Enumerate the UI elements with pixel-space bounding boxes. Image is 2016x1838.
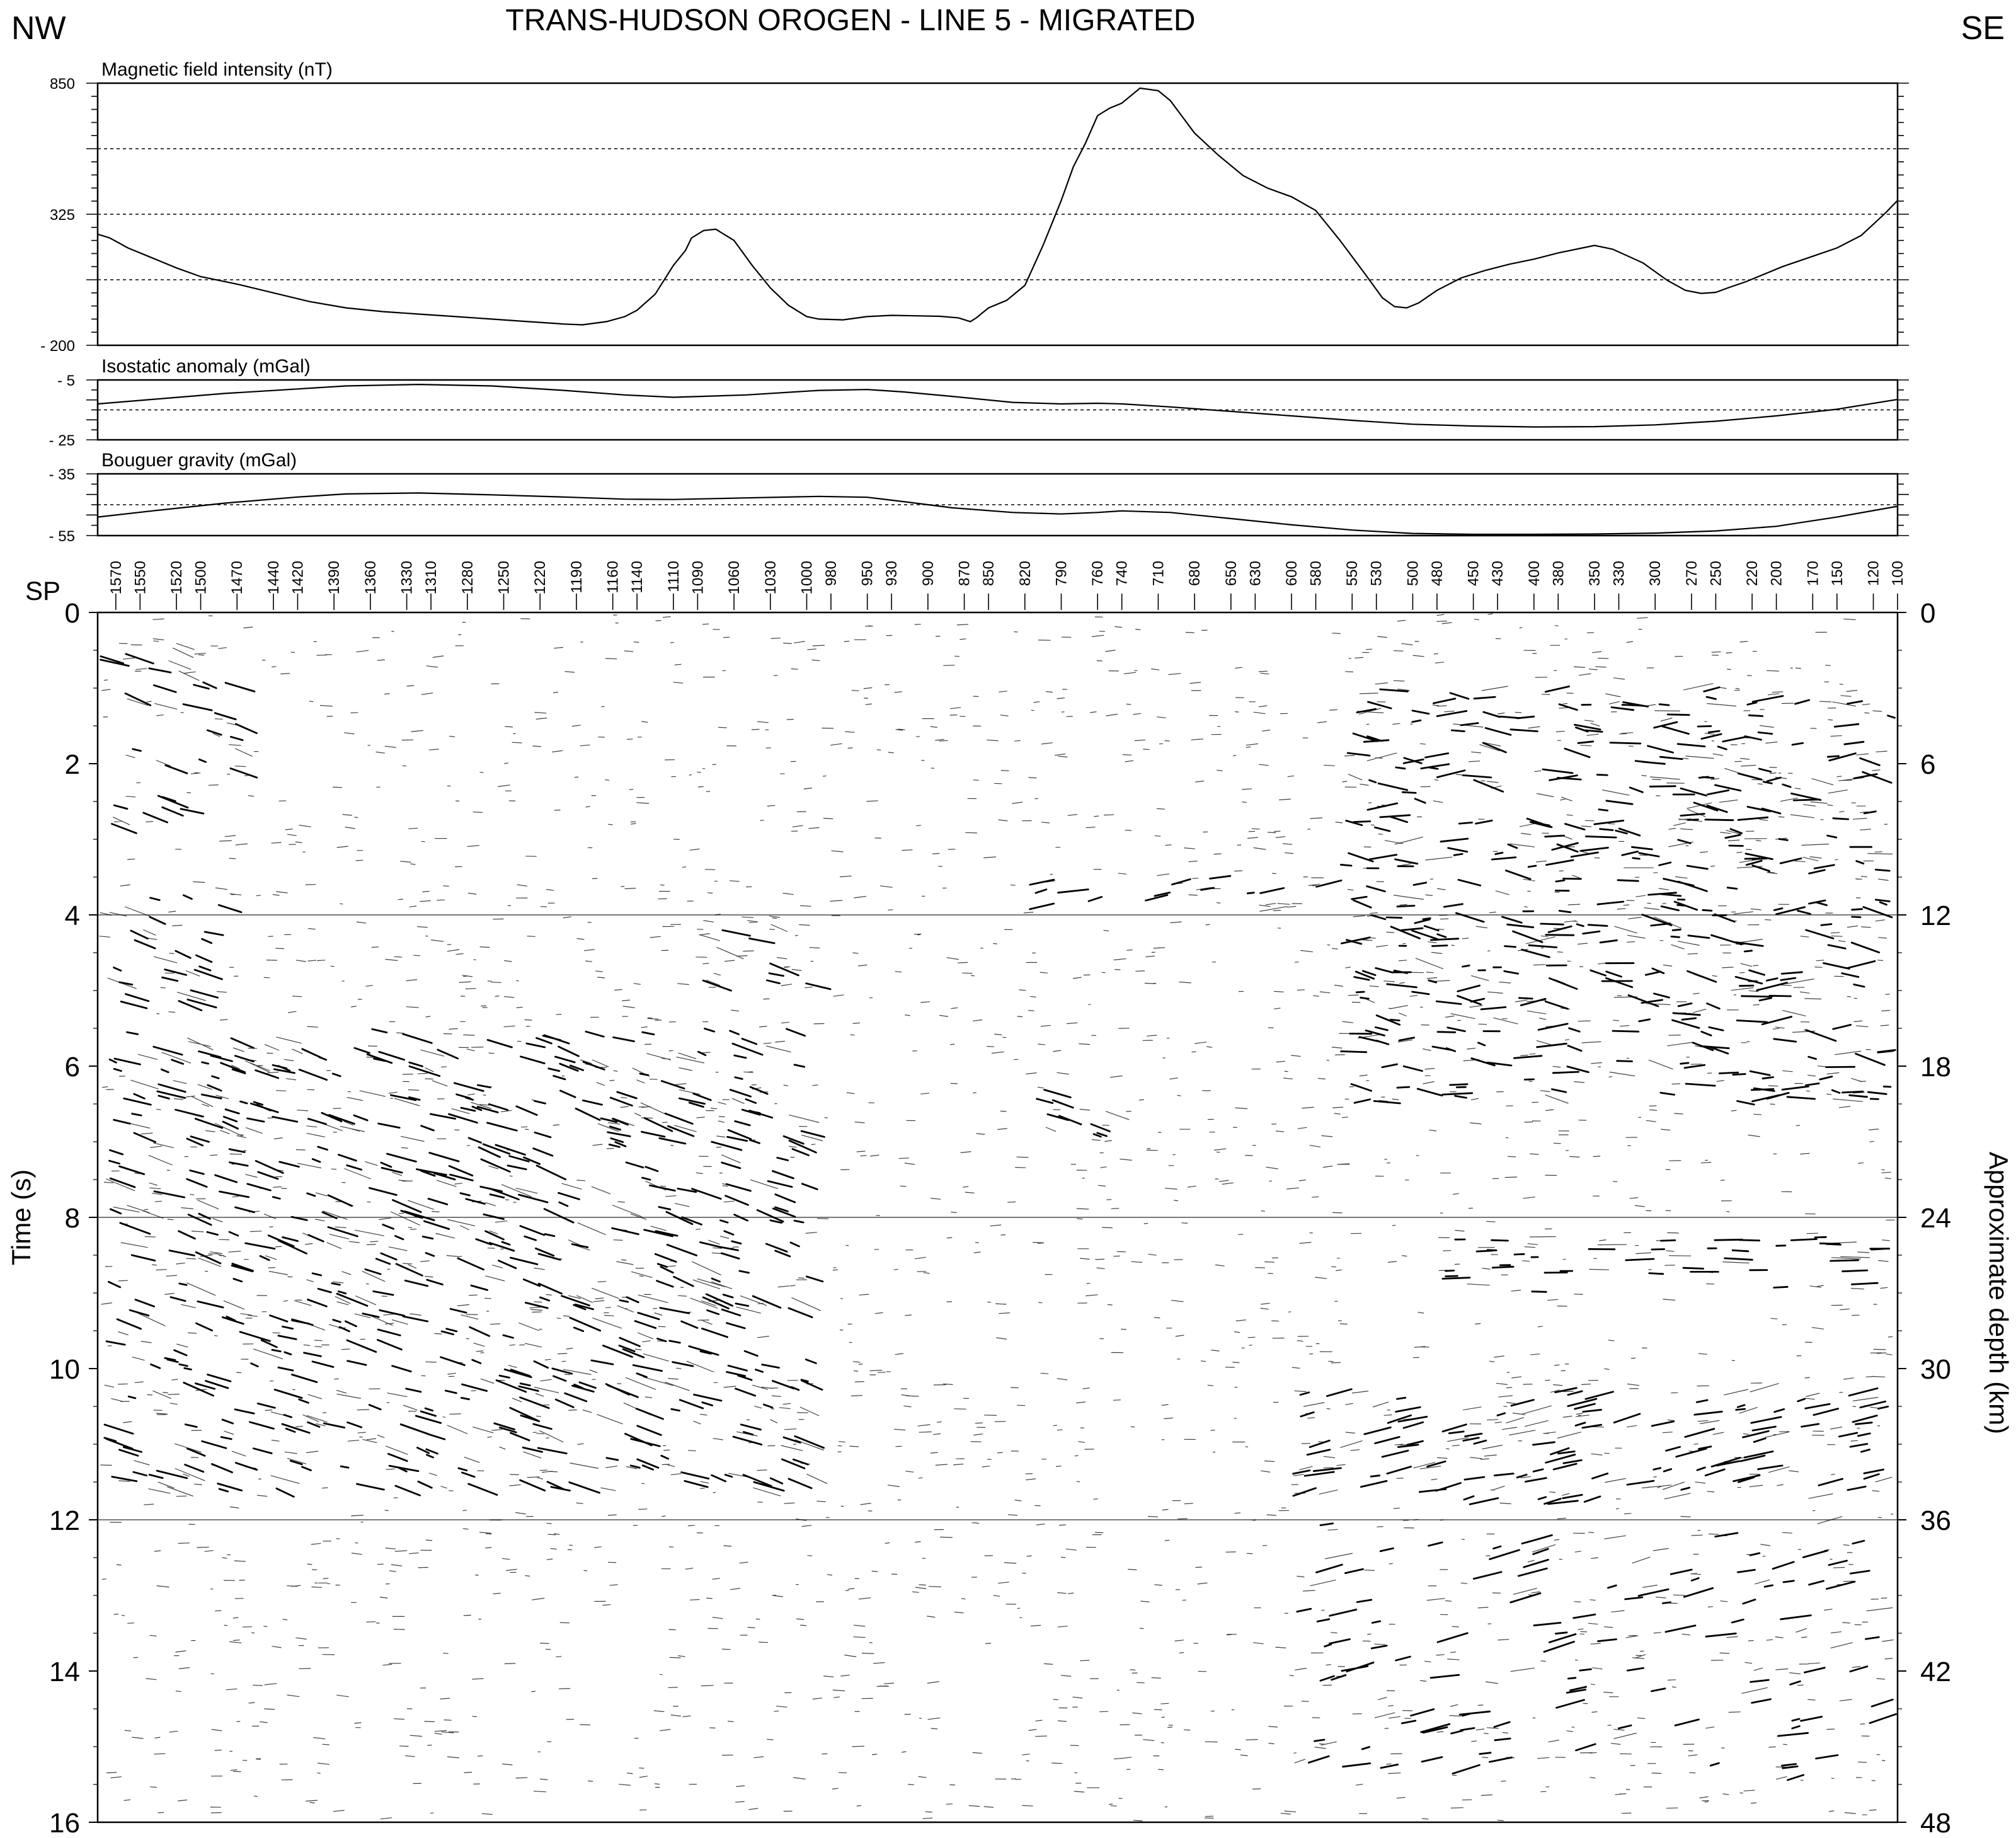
shotpoint-tick-label: 1390 bbox=[326, 561, 343, 595]
depth-axis-label: Approximate depth (km) bbox=[1984, 1151, 2013, 1435]
shotpoint-tick-label: 220 bbox=[1744, 561, 1761, 587]
shotpoint-tick-label: 740 bbox=[1113, 561, 1131, 587]
magnetic-ytick-label: 850 bbox=[49, 76, 75, 93]
shotpoint-tick-label: 1550 bbox=[132, 561, 149, 595]
shotpoint-tick-label: 930 bbox=[883, 561, 901, 587]
isostatic-curve bbox=[98, 384, 1898, 427]
shotpoint-tick-label: 1310 bbox=[423, 561, 440, 595]
shotpoint-tick-label: 430 bbox=[1489, 561, 1507, 587]
shotpoint-tick-label: 900 bbox=[919, 561, 937, 587]
shotpoint-tick-label: 150 bbox=[1828, 561, 1846, 587]
magnetic-ytick-label: - 200 bbox=[40, 338, 75, 355]
isostatic-ytick-label: - 5 bbox=[57, 372, 75, 389]
time-tick-label: 8 bbox=[64, 1203, 80, 1234]
shotpoint-label: SP bbox=[25, 576, 61, 606]
shotpoint-tick-label: 600 bbox=[1283, 561, 1301, 587]
shotpoint-tick-label: 1500 bbox=[192, 561, 210, 595]
shotpoint-tick-label: 650 bbox=[1222, 561, 1240, 587]
shotpoint-tick-label: 760 bbox=[1089, 561, 1107, 587]
shotpoint-tick-label: 120 bbox=[1865, 561, 1882, 587]
shotpoint-axis bbox=[108, 561, 1906, 610]
time-tick-label: 14 bbox=[49, 1657, 80, 1687]
magnetic-ytick-label: 325 bbox=[49, 207, 75, 224]
shotpoint-tick-label: 1190 bbox=[568, 561, 585, 594]
shotpoint-tick-label: 1360 bbox=[362, 561, 379, 595]
shotpoint-tick-label: 680 bbox=[1186, 561, 1204, 587]
magnetic-panel bbox=[40, 59, 1909, 355]
bouguer-title: Bouguer gravity (mGal) bbox=[101, 450, 297, 471]
seismic-section bbox=[6, 598, 2013, 1835]
shotpoint-tick-label: 1330 bbox=[398, 561, 416, 595]
isostatic-title: Isostatic anomaly (mGal) bbox=[101, 356, 311, 377]
depth-tick-label: 24 bbox=[1920, 1203, 1951, 1234]
isostatic-ytick-label: - 25 bbox=[49, 432, 75, 449]
shotpoint-tick-label: 500 bbox=[1404, 561, 1422, 587]
shotpoint-tick-label: 1570 bbox=[107, 561, 125, 595]
shotpoint-tick-label: 580 bbox=[1307, 561, 1325, 587]
shotpoint-tick-label: 100 bbox=[1889, 561, 1906, 587]
shotpoint-tick-label: 1250 bbox=[495, 561, 513, 595]
shotpoint-tick-label: 550 bbox=[1344, 561, 1361, 587]
time-tick-label: 6 bbox=[64, 1052, 80, 1083]
shotpoint-tick-label: 850 bbox=[980, 561, 998, 587]
shotpoint-tick-label: 710 bbox=[1150, 561, 1167, 587]
shotpoint-tick-label: 530 bbox=[1368, 561, 1385, 587]
shotpoint-tick-label: 870 bbox=[956, 561, 973, 587]
shotpoint-tick-label: 250 bbox=[1707, 561, 1725, 587]
shotpoint-tick-label: 380 bbox=[1550, 561, 1567, 587]
depth-tick-label: 42 bbox=[1920, 1657, 1951, 1687]
time-tick-label: 0 bbox=[64, 598, 80, 629]
depth-tick-label: 0 bbox=[1920, 598, 1936, 629]
depth-tick-label: 30 bbox=[1920, 1354, 1951, 1385]
bouguer-curve bbox=[98, 493, 1898, 534]
time-tick-label: 12 bbox=[49, 1505, 80, 1536]
shotpoint-tick-label: 1160 bbox=[604, 561, 622, 594]
shotpoint-tick-label: 1060 bbox=[726, 561, 743, 595]
shotpoint-tick-label: 270 bbox=[1683, 561, 1700, 587]
shotpoint-tick-label: 1520 bbox=[168, 561, 186, 595]
time-tick-label: 4 bbox=[64, 900, 80, 931]
shotpoint-tick-label: 1110 bbox=[665, 561, 682, 592]
bouguer-panel bbox=[49, 450, 1909, 545]
shotpoint-tick-label: 1090 bbox=[689, 561, 707, 595]
shotpoint-tick-label: 480 bbox=[1428, 561, 1446, 587]
time-axis-label: Time (s) bbox=[6, 1169, 36, 1266]
shotpoint-tick-label: 980 bbox=[822, 561, 840, 587]
shotpoint-tick-label: 1420 bbox=[289, 561, 307, 595]
figure-title: TRANS-HUDSON OROGEN - LINE 5 - MIGRATED bbox=[505, 4, 1196, 37]
shotpoint-tick-label: 1440 bbox=[265, 561, 282, 595]
magnetic-curve bbox=[98, 88, 1898, 325]
shotpoint-tick-label: 170 bbox=[1804, 561, 1822, 587]
shotpoint-tick-label: 1220 bbox=[532, 561, 549, 595]
shotpoint-tick-label: 1280 bbox=[459, 561, 476, 595]
shotpoint-tick-label: 300 bbox=[1647, 561, 1664, 587]
nw-label: NW bbox=[11, 10, 66, 47]
shotpoint-tick-label: 1470 bbox=[229, 561, 246, 595]
depth-tick-label: 48 bbox=[1920, 1808, 1951, 1835]
shotpoint-tick-label: 950 bbox=[859, 561, 876, 587]
isostatic-panel bbox=[49, 356, 1909, 449]
bouguer-frame bbox=[98, 474, 1898, 536]
depth-tick-label: 36 bbox=[1920, 1505, 1951, 1536]
shotpoint-tick-label: 1140 bbox=[629, 561, 646, 594]
se-label: SE bbox=[1961, 10, 2005, 47]
bouguer-ytick-label: - 35 bbox=[49, 466, 75, 483]
shotpoint-tick-label: 1000 bbox=[798, 561, 816, 595]
magnetic-title: Magnetic field intensity (nT) bbox=[101, 59, 333, 80]
shotpoint-tick-label: 350 bbox=[1586, 561, 1604, 587]
time-tick-label: 16 bbox=[49, 1808, 80, 1835]
isostatic-frame bbox=[98, 380, 1898, 440]
depth-tick-label: 6 bbox=[1920, 749, 1936, 780]
shotpoint-tick-label: 790 bbox=[1053, 561, 1070, 587]
bouguer-ytick-label: - 55 bbox=[49, 528, 75, 545]
shotpoint-tick-label: 1030 bbox=[762, 561, 779, 595]
depth-tick-label: 12 bbox=[1920, 900, 1951, 931]
shotpoint-tick-label: 630 bbox=[1247, 561, 1264, 587]
depth-tick-label: 18 bbox=[1920, 1052, 1951, 1083]
magnetic-frame bbox=[98, 83, 1898, 345]
shotpoint-tick-label: 200 bbox=[1768, 561, 1785, 587]
shotpoint-tick-label: 820 bbox=[1016, 561, 1034, 587]
shotpoint-tick-label: 450 bbox=[1465, 561, 1482, 587]
time-tick-label: 10 bbox=[49, 1354, 80, 1385]
shotpoint-tick-label: 330 bbox=[1610, 561, 1628, 587]
shotpoint-tick-label: 400 bbox=[1525, 561, 1543, 587]
time-tick-label: 2 bbox=[64, 749, 80, 780]
